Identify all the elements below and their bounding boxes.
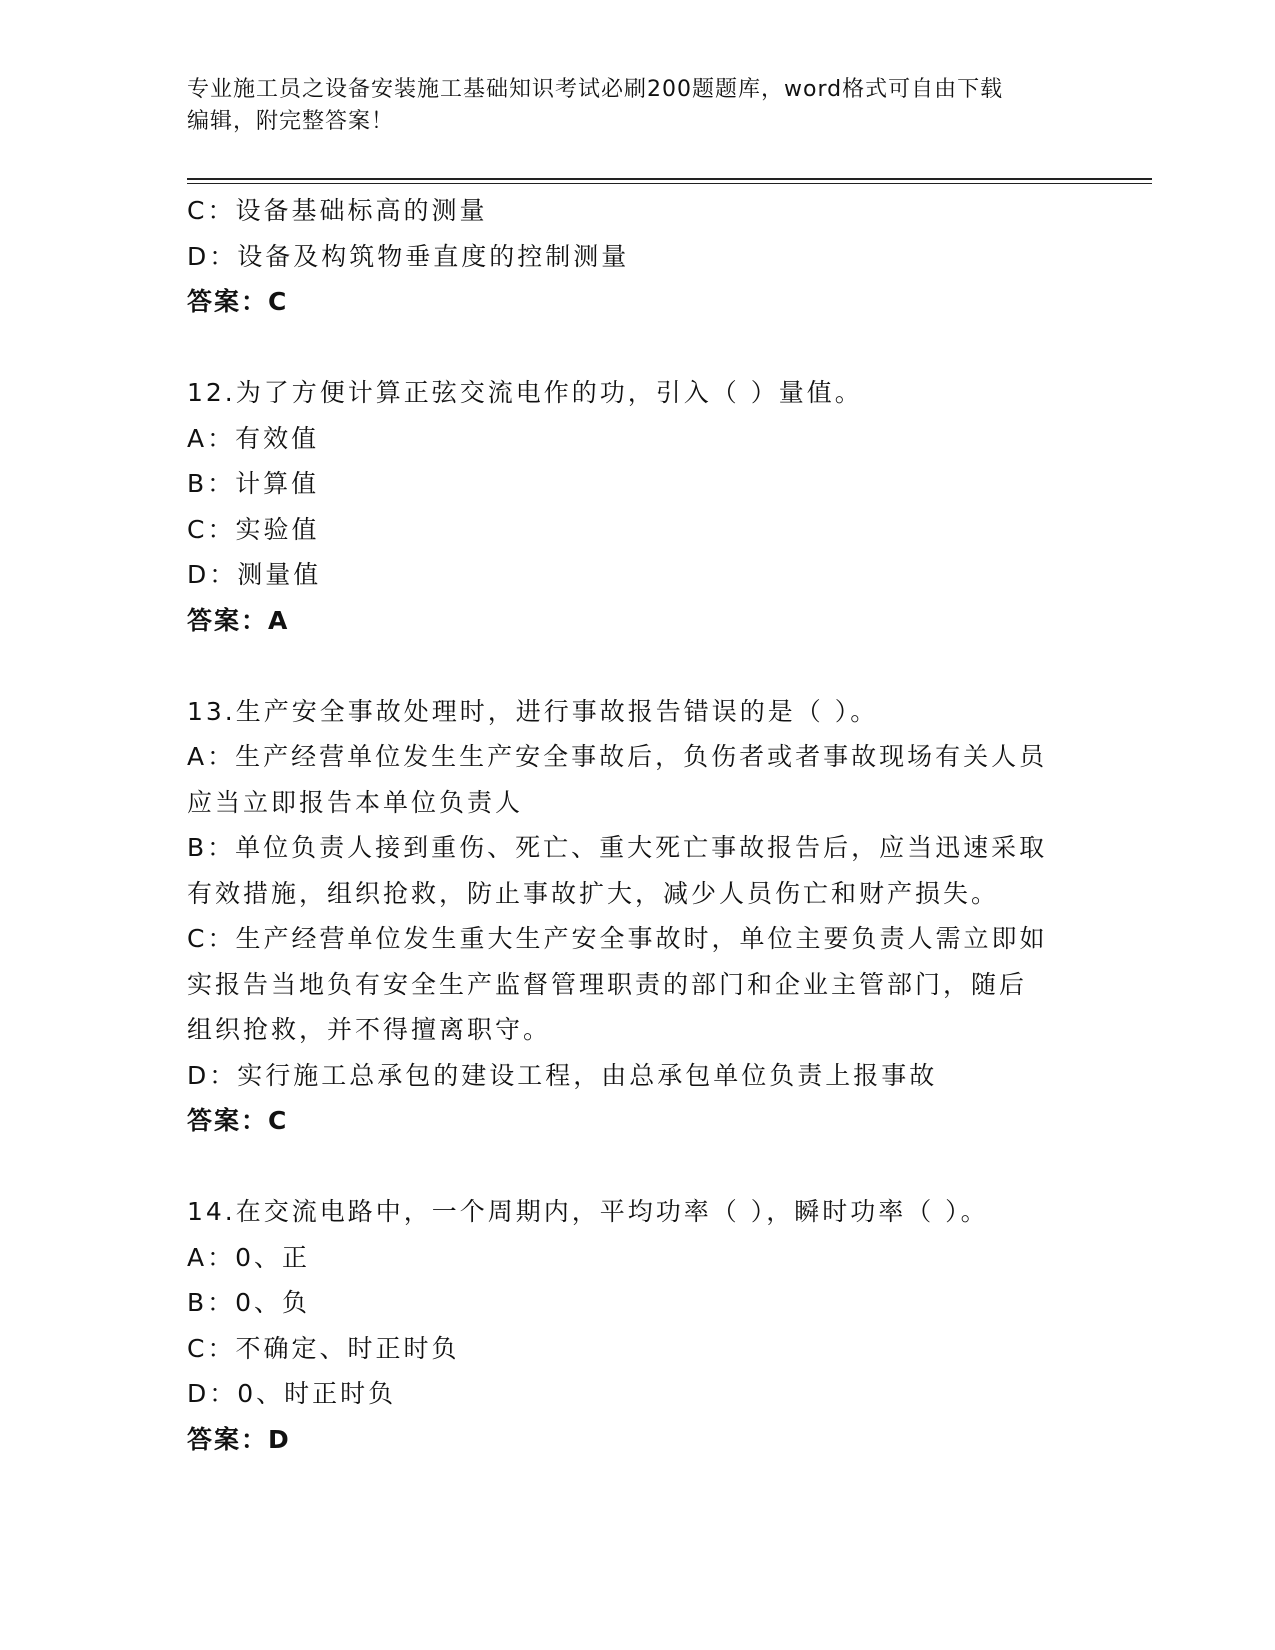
option-d: D：实行施工总承包的建设工程，由总承包单位负责上报事故: [187, 1060, 938, 1090]
header-divider-thick: [187, 178, 1152, 180]
option-d: D：测量值: [187, 560, 322, 589]
question-text: 12.为了方便计算正弦交流电作的功，引入（ ）量值。: [187, 378, 863, 407]
question-text: 13.生产安全事故处理时，进行事故报告错误的是（ ）。: [187, 696, 879, 726]
option-c: C：实验值: [187, 514, 320, 544]
option-c-line-1: C：生产经营单位发生重大生产安全事故时，单位主要负责人需立即如: [187, 924, 1048, 953]
option-a-line-1: A：生产经营单位发生生产安全事故后，负伤者或者事故现场有关人员: [187, 742, 1048, 771]
question-14-block: [187, 1189, 1087, 1462]
spacer: [187, 643, 1087, 689]
answer-line: 答案：D: [187, 1424, 291, 1454]
question-11-block: [187, 188, 1087, 325]
answer-line: 答案：C: [187, 1106, 289, 1135]
page-header: [187, 74, 1067, 138]
question-text: 14.在交流电路中，一个周期内，平均功率（ ），瞬时功率（ ）。: [187, 1197, 989, 1226]
option-b-line-2: 有效措施，组织抢救，防止事故扩大，减少人员伤亡和财产损失。: [187, 878, 1000, 908]
option-a-line-2: 应当立即报告本单位负责人: [187, 787, 524, 817]
header-title-line-2: 编辑，附完整答案！: [187, 109, 395, 134]
question-12-block: [187, 370, 1087, 643]
option-a: A：0、正: [187, 1242, 311, 1272]
answer-line: 答案：C: [187, 287, 289, 316]
spacer: [187, 1144, 1087, 1190]
answer-line: 答案：A: [187, 605, 290, 635]
header-divider-thin: [187, 183, 1152, 184]
option-b: B：0、负: [187, 1288, 311, 1317]
header-title-line-1: 专业施工员之设备安装施工基础知识考试必刷200题题库，word格式可自由下载: [187, 77, 1004, 102]
option-c-line-2: 实报告当地负有安全生产监督管理职责的部门和企业主管部门，随后: [187, 969, 1028, 999]
option-d: D：设备及构筑物垂直度的控制测量: [187, 241, 630, 271]
option-c: C：设备基础标高的测量: [187, 196, 488, 225]
option-c: C：不确定、时正时负: [187, 1333, 460, 1363]
option-b-line-1: B：单位负责人接到重伤、死亡、重大死亡事故报告后，应当迅速采取: [187, 833, 1048, 862]
question-list: [187, 188, 1087, 1462]
option-d: D：0、时正时负: [187, 1379, 397, 1408]
option-a: A：有效值: [187, 423, 320, 453]
spacer: [187, 325, 1087, 371]
question-13-block: [187, 689, 1087, 1144]
option-b: B：计算值: [187, 469, 320, 498]
option-c-line-3: 组织抢救，并不得擅离职守。: [187, 1015, 552, 1044]
